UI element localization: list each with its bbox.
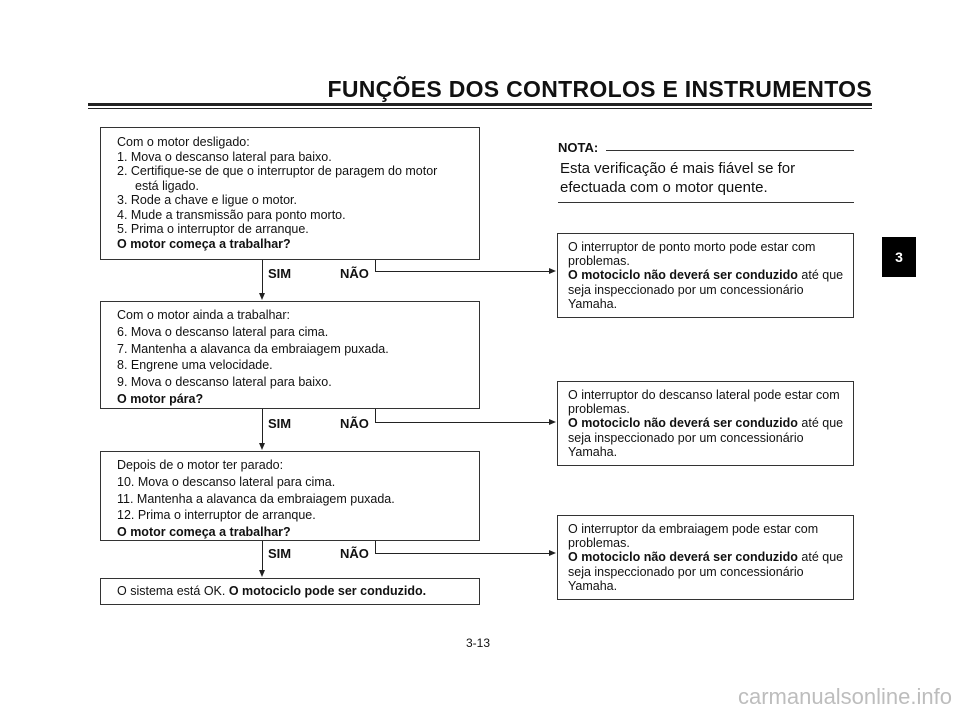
box1-step: está ligado.	[135, 178, 199, 193]
yes-connector-1	[262, 260, 263, 294]
box2-question: O motor pára?	[117, 391, 204, 406]
nota-bottom-rule	[558, 202, 854, 203]
yes-connector-2	[262, 409, 263, 444]
arrow-right-icon	[549, 419, 556, 425]
no-connector-2	[375, 422, 550, 423]
result-box-3	[557, 515, 854, 600]
result-3-tail: até que seja inspeccionado por um concessionário Yamaha.	[568, 550, 844, 593]
box1-step: 1. Mova o descanso lateral para baixo.	[117, 149, 332, 164]
chapter-tab[interactable]: 3	[882, 237, 916, 277]
no-connector-1	[375, 271, 550, 272]
result-2-tail: até que seja inspeccionado por um concessionário Yamaha.	[568, 416, 844, 459]
result-1-text: O interruptor de ponto morto pode estar com problemas.	[568, 240, 816, 269]
page-number: 3-13	[466, 636, 491, 650]
box1-step: 5. Prima o interruptor de arranque.	[117, 222, 309, 236]
final-bold: O motociclo pode ser conduzido.	[228, 584, 427, 598]
no-connector-2-drop	[375, 409, 376, 422]
nota-top-rule	[606, 150, 854, 151]
box3-step: 11. Mantenha a alavanca da embraiagem puxada.	[117, 491, 395, 506]
box2-step: 6. Mova o descanso lateral para cima.	[117, 324, 329, 339]
yes-label-1: SIM	[268, 266, 292, 281]
flow-box-1	[100, 127, 480, 260]
box3-intro: Depois de o motor ter parado:	[117, 458, 284, 472]
box3-step: 10. Mova o descanso lateral para cima.	[117, 474, 336, 489]
box2-intro: Com o motor ainda a trabalhar:	[117, 308, 291, 322]
box2-step: 7. Mantenha a alavanca da embraiagem puxada.	[117, 341, 389, 356]
arrow-down-icon	[259, 293, 265, 300]
box1-step: 2. Certifique-se de que o interruptor de paragem do motor	[117, 164, 438, 178]
flow-box-3	[100, 451, 480, 541]
flow-final-box	[100, 578, 480, 605]
arrow-right-icon	[549, 550, 556, 556]
result-2-text: O interruptor do descanso lateral pode estar com problemas.	[568, 388, 840, 417]
nota-label: NOTA:	[558, 140, 599, 155]
box1-question: O motor começa a trabalhar?	[117, 236, 291, 251]
box3-step: 12. Prima o interruptor de arranque.	[117, 508, 316, 523]
result-2-bold: O motociclo não deverá ser conduzido	[568, 416, 798, 431]
yes-connector-3	[262, 541, 263, 571]
no-connector-3	[375, 553, 550, 554]
result-box-2	[557, 381, 854, 466]
result-1-bold: O motociclo não deverá ser conduzido	[568, 268, 798, 283]
result-box-1	[557, 233, 854, 318]
no-label-3: NÃO	[340, 546, 369, 561]
box3-question: O motor começa a trabalhar?	[117, 525, 291, 540]
flow-box-2	[100, 301, 480, 409]
yes-label-2: SIM	[268, 416, 292, 431]
arrow-down-icon	[259, 570, 265, 577]
page-title: FUNÇÕES DOS CONTROLOS E INSTRUMENTOS	[327, 76, 872, 102]
final-text: O sistema está OK.	[117, 584, 229, 598]
box2-step: 9. Mova o descanso lateral para baixo.	[117, 375, 332, 390]
arrow-down-icon	[259, 443, 265, 450]
result-3-bold: O motociclo não deverá ser conduzido	[568, 550, 798, 565]
no-label-1: NÃO	[340, 266, 369, 281]
header-rule-thick	[88, 103, 872, 106]
no-connector-3-drop	[375, 541, 376, 553]
box1-step: 4. Mude a transmissão para ponto morto.	[117, 207, 346, 222]
result-3-text: O interruptor da embraiagem pode estar com problemas.	[568, 522, 819, 551]
no-label-2: NÃO	[340, 416, 369, 431]
result-1-tail: até que seja inspeccionado por um concessionário Yamaha.	[568, 268, 844, 311]
nota-text: Esta verificação é mais fiável se for efectuada com o motor quente.	[560, 160, 796, 196]
no-connector-1-drop	[375, 260, 376, 271]
box1-step: 3. Rode a chave e ligue o motor.	[117, 193, 297, 207]
header-rule-thin	[88, 108, 872, 109]
watermark[interactable]: carmanualsonline.info	[737, 684, 952, 709]
box2-step: 8. Engrene uma velocidade.	[117, 358, 273, 373]
yes-label-3: SIM	[268, 546, 292, 561]
arrow-right-icon	[549, 268, 556, 274]
box1-intro: Com o motor desligado:	[117, 135, 250, 149]
